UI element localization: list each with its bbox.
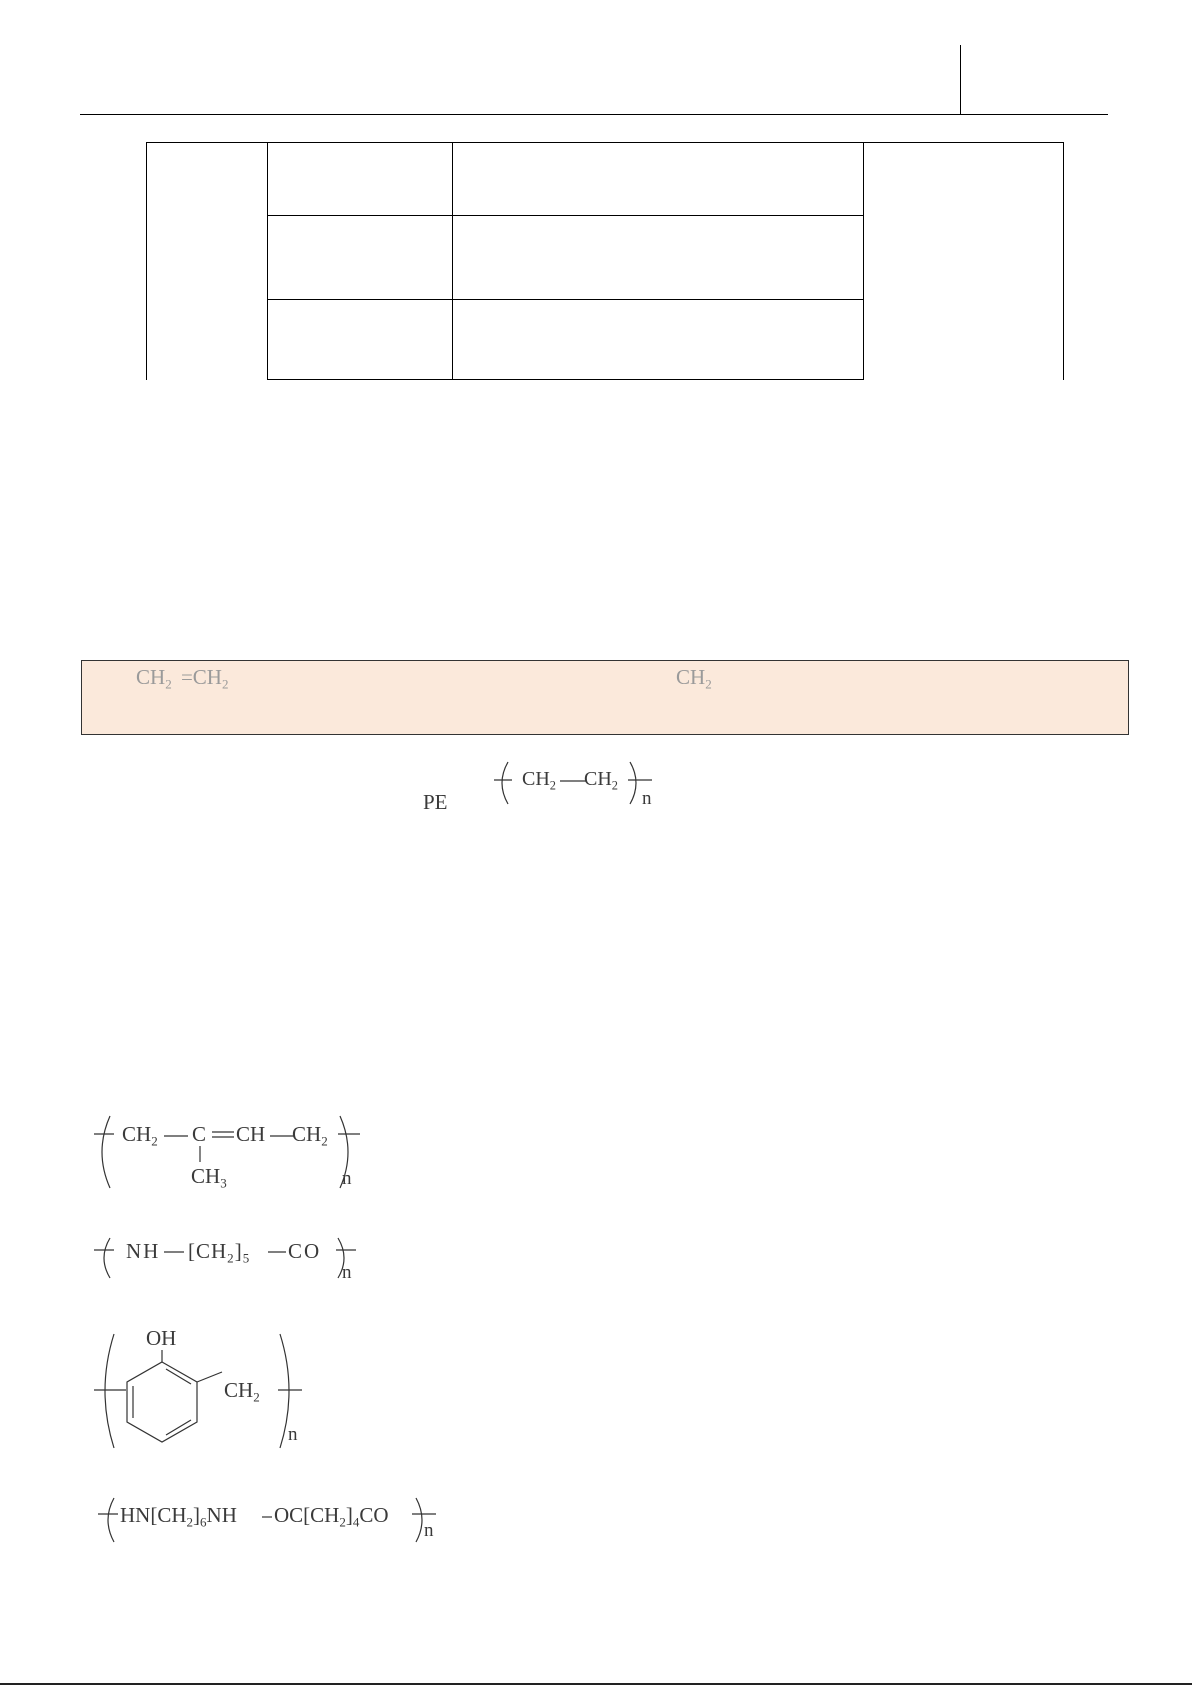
n66-bond [262,1516,274,1518]
n6-co: CO [288,1239,322,1263]
n66-p1: $HN[CH_2]_6NH$ [120,1503,237,1530]
pe-unit-a: $CH_2$ [522,768,556,793]
pe-abbrev: PE [423,790,448,814]
n6-chain: $[CH_2]_5$ [188,1239,251,1266]
pe-n: n [642,788,652,809]
pi-g3: CH [236,1122,266,1146]
table-col-3 [452,142,453,380]
monomer-highlight-box [81,660,1129,735]
pi-g4: $CH_2$ [292,1122,328,1149]
n6-left-paren [94,1236,118,1280]
n6-bond-1 [164,1251,186,1253]
pi-bond-1 [164,1135,190,1137]
n66-p3: $OC[CH_2]_4CO$ [274,1503,389,1530]
monomer-ch2: $CH_2$ [676,665,712,692]
pi-n: n [342,1168,352,1189]
table-row-sep-3 [267,379,864,380]
header-tick [960,45,961,115]
pi-double-bond [212,1131,236,1139]
pi-g1: $CH_2$ [122,1122,158,1149]
pe-left-paren [494,760,514,808]
n66-n: n [424,1520,434,1541]
n6-n: n [342,1262,352,1283]
pe-unit-b: $CH_2$ [584,768,618,793]
ph-oh: OH [146,1326,177,1350]
n6-nh: NH [126,1239,161,1263]
table-col-2 [267,142,268,380]
pi-left-paren [94,1114,118,1190]
header-rule [80,114,1108,115]
table-top-border [146,142,1064,143]
n6-bond-2 [268,1251,288,1253]
monomer-ethylene: $CH_2 =CH_2$ [136,665,229,692]
table-col-left [146,142,147,380]
table-row-sep-1 [267,215,864,216]
ph-ch2: $CH_2$ [224,1378,260,1405]
benzene-ring-icon [122,1350,202,1450]
table-row-sep-2 [267,299,864,300]
ph-n: n [288,1424,298,1445]
pi-branch-bond [199,1146,201,1164]
ph-left-paren [94,1332,122,1450]
table-col-4 [863,142,864,380]
pi-branch: $CH_3$ [191,1164,227,1191]
table-col-right [1063,142,1064,380]
n66-left-paren [98,1496,122,1544]
pi-g2: C [192,1122,207,1146]
